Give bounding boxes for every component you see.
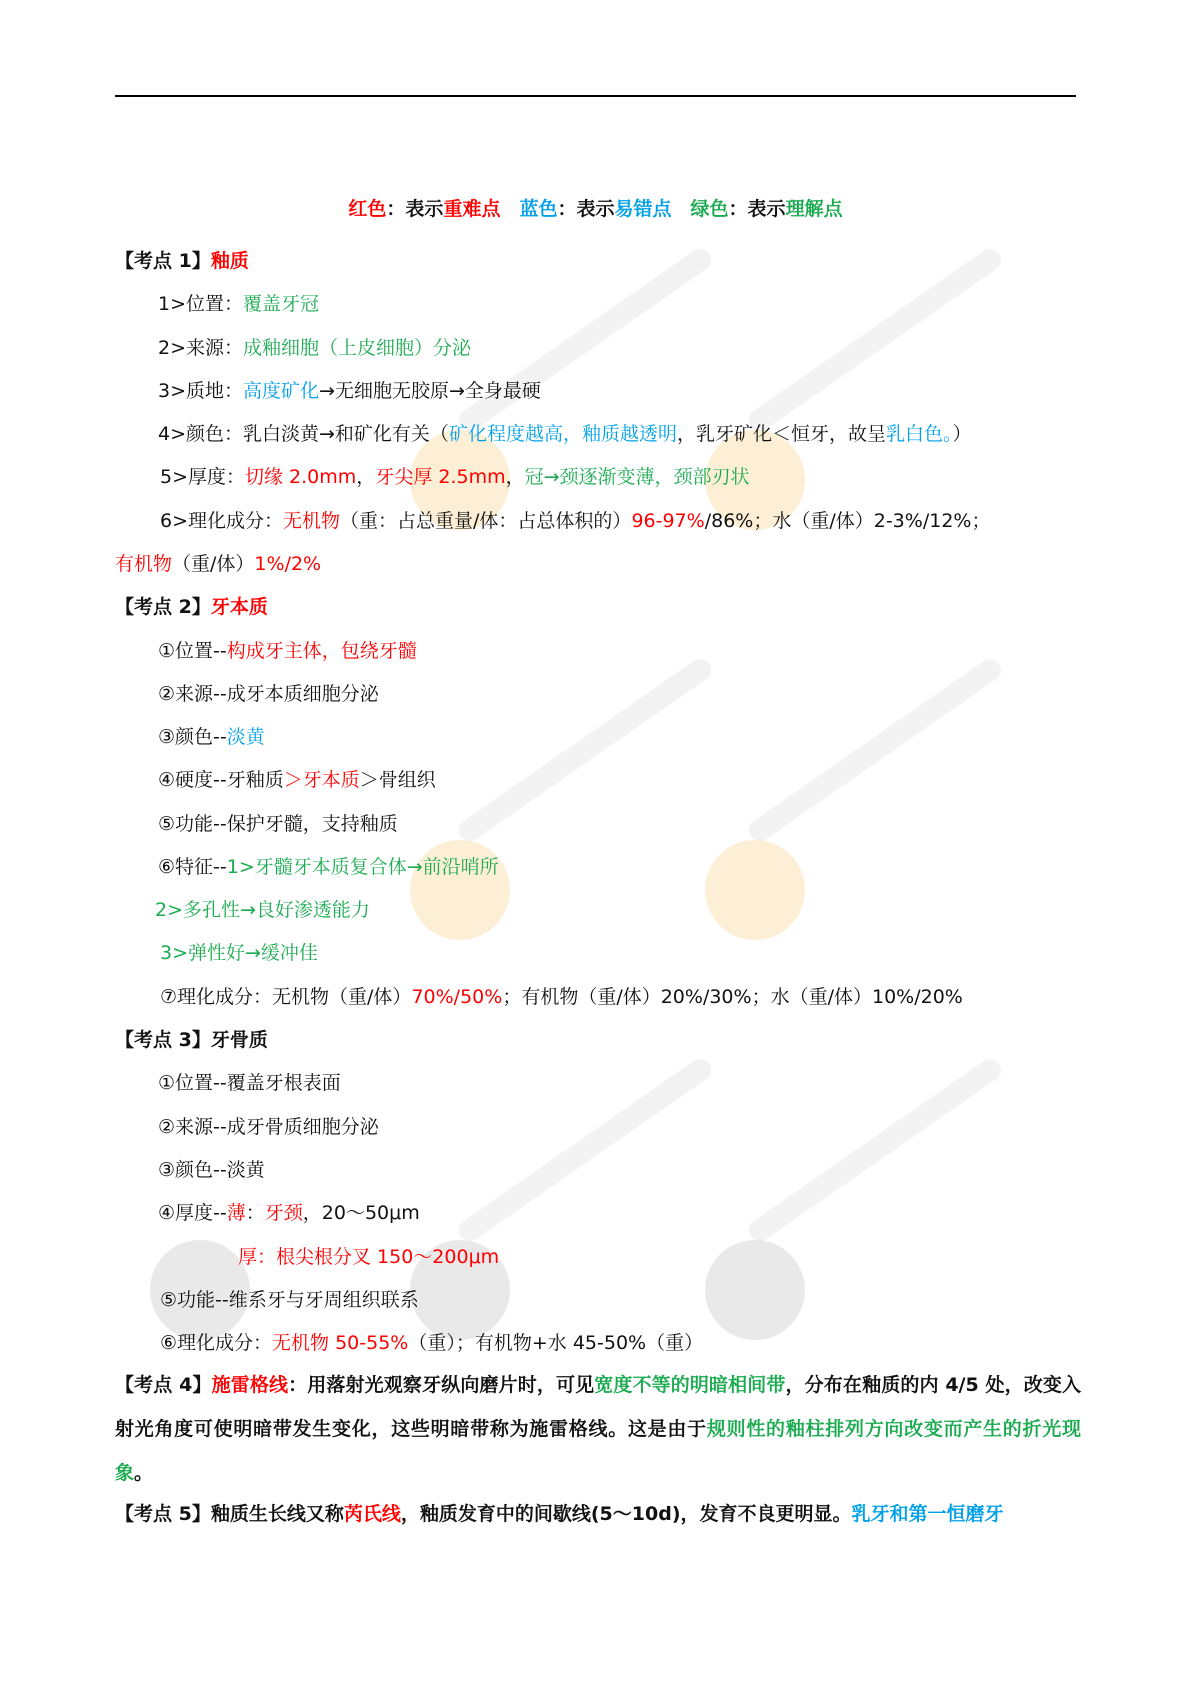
color-legend: 红色：表示重难点 蓝色：表示易错点 绿色：表示理解点 [348, 198, 843, 220]
legend-red: 红色 [348, 198, 387, 220]
s3-item-5: ⑤功能--维系牙与牙周组织联系 [160, 1289, 419, 1311]
s3-item-4-thick: 厚：根尖根分叉 150～200μm [238, 1246, 500, 1268]
section-3-heading: 【考点 3】牙骨质 [115, 1029, 268, 1051]
s2-item-3: ③颜色--淡黄 [158, 726, 265, 748]
section-4-paragraph: 【考点 4】施雷格线：用落射光观察牙纵向磨片时，可见宽度不等的明暗相间带，分布在釉质的内 4/5 处，改变入射光角度可使明暗带发生变化，这些明暗带称为施雷格线。这是由于规则性的釉柱排列方向改变而产生的折光现象。 [115, 1374, 1081, 1484]
s3-item-6: ⑥理化成分：无机物 50-55%（重）；有机物+水 45-50%（重） [160, 1332, 704, 1354]
legend-blue: 蓝色 [519, 198, 558, 220]
s3-item-3: ③颜色--淡黄 [158, 1159, 265, 1181]
s2-item-6: ⑥特征--1>牙髓牙本质复合体→前沿哨所 [158, 856, 499, 878]
legend-green: 绿色 [690, 198, 729, 220]
s3-item-2: ②来源--成牙骨质细胞分泌 [158, 1116, 379, 1138]
section-1-heading: 【考点 1】釉质 [115, 250, 249, 272]
s2-item-6-2: 2>多孔性→良好渗透能力 [155, 899, 370, 921]
section-2-heading: 【考点 2】牙本质 [115, 596, 268, 618]
s2-item-2: ②来源--成牙本质细胞分泌 [158, 683, 379, 705]
s1-item-3: 3>质地：高度矿化→无细胞无胶原→全身最硬 [158, 380, 541, 402]
s1-item-1: 1>位置：覆盖牙冠 [158, 293, 320, 315]
header-rule [115, 95, 1076, 97]
s2-item-7: ⑦理化成分：无机物（重/体）70%/50%；有机物（重/体）20%/30%；水（重/体）10%/20% [160, 986, 963, 1008]
s2-item-1: ①位置--构成牙主体，包绕牙髓 [158, 640, 417, 662]
s2-item-6-3: 3>弹性好→缓冲佳 [160, 942, 318, 964]
s1-item-6-cont: 有机物（重/体）1%/2% [115, 553, 322, 575]
s3-item-1: ①位置--覆盖牙根表面 [158, 1072, 341, 1094]
s1-item-2: 2>来源：成釉细胞（上皮细胞）分泌 [158, 337, 472, 359]
s1-item-6: 6>理化成分：无机物（重：占总重量/体：占总体积的）96-97%/86%；水（重/体）2-3%/12%； [160, 510, 991, 532]
s2-item-4: ④硬度--牙釉质＞牙本质＞骨组织 [158, 769, 436, 791]
s2-item-5: ⑤功能--保护牙髓，支持釉质 [158, 813, 398, 835]
section-5-paragraph: 【考点 5】釉质生长线又称芮氏线，釉质发育中的间歇线(5～10d)，发育不良更明显。乳牙和第一恒磨牙 [115, 1503, 1004, 1525]
s3-item-4: ④厚度--薄：牙颈，20～50μm [158, 1202, 420, 1224]
s1-item-4: 4>颜色：乳白淡黄→和矿化有关（矿化程度越高，釉质越透明，乳牙矿化＜恒牙，故呈乳白色。） [158, 423, 972, 445]
s1-item-5: 5>厚度：切缘 2.0mm，牙尖厚 2.5mm，冠→颈逐渐变薄，颈部刃状 [160, 466, 750, 488]
